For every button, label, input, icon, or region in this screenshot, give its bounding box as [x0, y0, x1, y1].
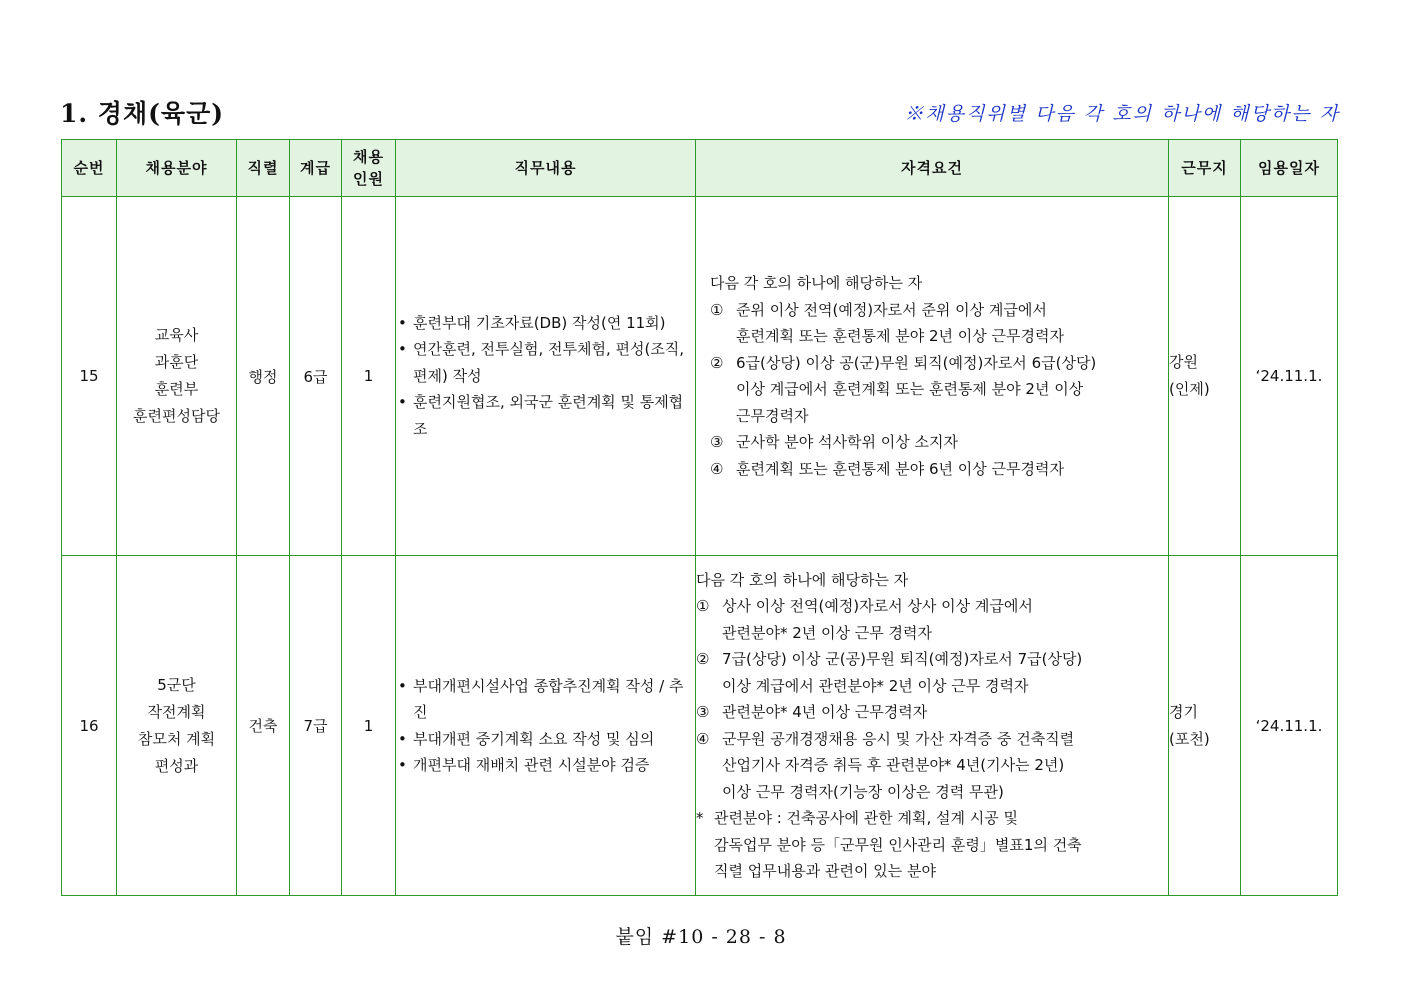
table-header-row	[62, 140, 1338, 197]
recruitment-table	[61, 139, 1338, 896]
col-header-field: 채용분야	[117, 140, 237, 197]
col-header-location: 근무지	[1169, 140, 1241, 197]
qual-line: 6급(상당) 이상 공(군)무원 퇴직(예정)자로서 6급(상당)	[736, 353, 1097, 372]
col-header-no: 순번	[62, 140, 117, 197]
row-duties	[396, 556, 696, 896]
row-count: 1	[342, 556, 396, 896]
row-location	[1169, 197, 1241, 556]
qual-item	[696, 646, 1168, 699]
field-line: 훈련부	[154, 380, 199, 398]
qual-line: 근무경력자	[736, 406, 809, 425]
qual-line: 훈련계획 또는 훈련통제 분야 2년 이상 근무경력자	[736, 327, 1064, 345]
qual-item	[710, 456, 1168, 483]
qual-line: 7급(상당) 이상 군(공)무원 퇴직(예정)자로서 7급(상당)	[722, 650, 1083, 668]
row-duties	[396, 197, 696, 556]
qual-intro: 다음 각 호의 하나에 해당하는 자	[696, 570, 909, 589]
duty-item: • 연간훈련, 전투실험, 전투체험, 편성(조직, 편제) 작성	[396, 336, 695, 389]
qual-item	[710, 429, 1168, 456]
field-line: 교육사	[154, 326, 199, 344]
qual-item	[696, 726, 1168, 806]
qual-num: ④	[710, 459, 724, 478]
field-line: 참모처 계획	[137, 729, 216, 748]
qual-intro: 다음 각 호의 하나에 해당하는 자	[710, 274, 923, 292]
row-series: 건축	[237, 556, 290, 896]
qual-item	[696, 699, 1168, 726]
qual-note	[696, 805, 1168, 885]
row-count: 1	[342, 197, 396, 556]
table-row	[62, 197, 1338, 556]
row-date: ‘24.11.1.	[1241, 556, 1338, 896]
row-series: 행정	[237, 197, 290, 556]
row-grade: 7급	[290, 556, 342, 896]
qual-line: 훈련계획 또는 훈련통제 분야 6년 이상 근무경력자	[736, 459, 1064, 478]
qual-num: ③	[710, 433, 724, 451]
qual-line: 이상 계급에서 훈련계획 또는 훈련통제 분야 2년 이상	[736, 380, 1084, 398]
field-line: 과훈단	[154, 353, 199, 371]
section-note: ※채용직위별 다음 각 호의 하나에 해당하는 자	[904, 103, 1340, 125]
col-header-duties: 직무내용	[396, 140, 696, 197]
duty-item: • 훈련지원협조, 외국군 훈련계획 및 통제협조	[396, 389, 695, 442]
duty-item: • 부대개편시설사업 종합추진계획 작성 / 추진	[396, 673, 695, 726]
col-header-count: 채용 인원	[342, 140, 396, 197]
field-line: 훈련편성담당	[133, 407, 220, 425]
qual-note-mark: *	[696, 809, 704, 827]
page-footer: 붙임 #10 - 28 - 8	[615, 926, 787, 948]
field-line: 편성과	[154, 756, 199, 775]
location-line: (인제)	[1169, 380, 1210, 398]
row-qualifications	[696, 197, 1169, 556]
row-qualifications	[696, 556, 1169, 896]
qual-num: ②	[696, 650, 710, 668]
qual-note-line: 감독업무 분야 등「군무원 인사관리 훈령」별표1의 건축	[714, 835, 1082, 854]
qual-item	[696, 593, 1168, 646]
duty-item: • 부대개편 중기계획 소요 작성 및 심의	[396, 726, 695, 753]
qual-line: 이상 계급에서 관련분야* 2년 이상 근무 경력자	[722, 676, 1029, 695]
location-line: 강원	[1169, 353, 1198, 371]
col-header-date: 임용일자	[1241, 140, 1338, 197]
table-row	[62, 556, 1338, 896]
qual-num: ①	[710, 300, 724, 319]
qual-note-line: 관련분야 : 건축공사에 관한 계획, 설계 시공 및	[714, 809, 1019, 827]
qual-num: ④	[696, 729, 710, 748]
col-header-grade: 계급	[290, 140, 342, 197]
qual-item	[710, 350, 1168, 430]
row-location	[1169, 556, 1241, 896]
row-grade: 6급	[290, 197, 342, 556]
row-no: 15	[62, 197, 117, 556]
location-line: (포천)	[1169, 729, 1210, 748]
qual-line: 산업기사 자격증 취득 후 관련분야* 4년(기사는 2년)	[722, 756, 1065, 774]
location-line: 경기	[1169, 702, 1198, 721]
col-header-qualifications: 자격요건	[696, 140, 1169, 197]
row-no: 16	[62, 556, 117, 896]
field-line: 5군단	[157, 675, 196, 694]
qual-line: 관련분야* 4년 이상 근무경력자	[722, 703, 928, 721]
qual-line: 군사학 분야 석사학위 이상 소지자	[736, 433, 958, 451]
duty-item: • 훈련부대 기초자료(DB) 작성(연 11회)	[396, 310, 695, 337]
row-date: ‘24.11.1.	[1241, 197, 1338, 556]
qual-item	[710, 297, 1168, 350]
qual-num: ①	[696, 597, 710, 615]
qual-line: 준위 이상 전역(예정)자로서 준위 이상 계급에서	[736, 300, 1047, 319]
qual-line: 군무원 공개경쟁채용 응시 및 가산 자격증 중 건축직렬	[722, 729, 1075, 748]
section-title: 1. 경채(육군)	[60, 99, 225, 128]
col-header-series: 직렬	[237, 140, 290, 197]
qual-num: ③	[696, 703, 710, 721]
field-line: 작전계획	[147, 702, 206, 721]
qual-line: 관련분야* 2년 이상 근무 경력자	[722, 623, 932, 642]
qual-note-line: 직렬 업무내용과 관련이 있는 분야	[714, 862, 936, 880]
qual-line: 이상 근무 경력자(기능장 이상은 경력 무관)	[722, 782, 1004, 801]
duty-item: • 개편부대 재배치 관련 시설분야 검증	[396, 752, 695, 779]
row-field	[117, 556, 237, 896]
qual-num: ②	[710, 353, 724, 372]
qual-line: 상사 이상 전역(예정)자로서 상사 이상 계급에서	[722, 597, 1033, 615]
row-field	[117, 197, 237, 556]
